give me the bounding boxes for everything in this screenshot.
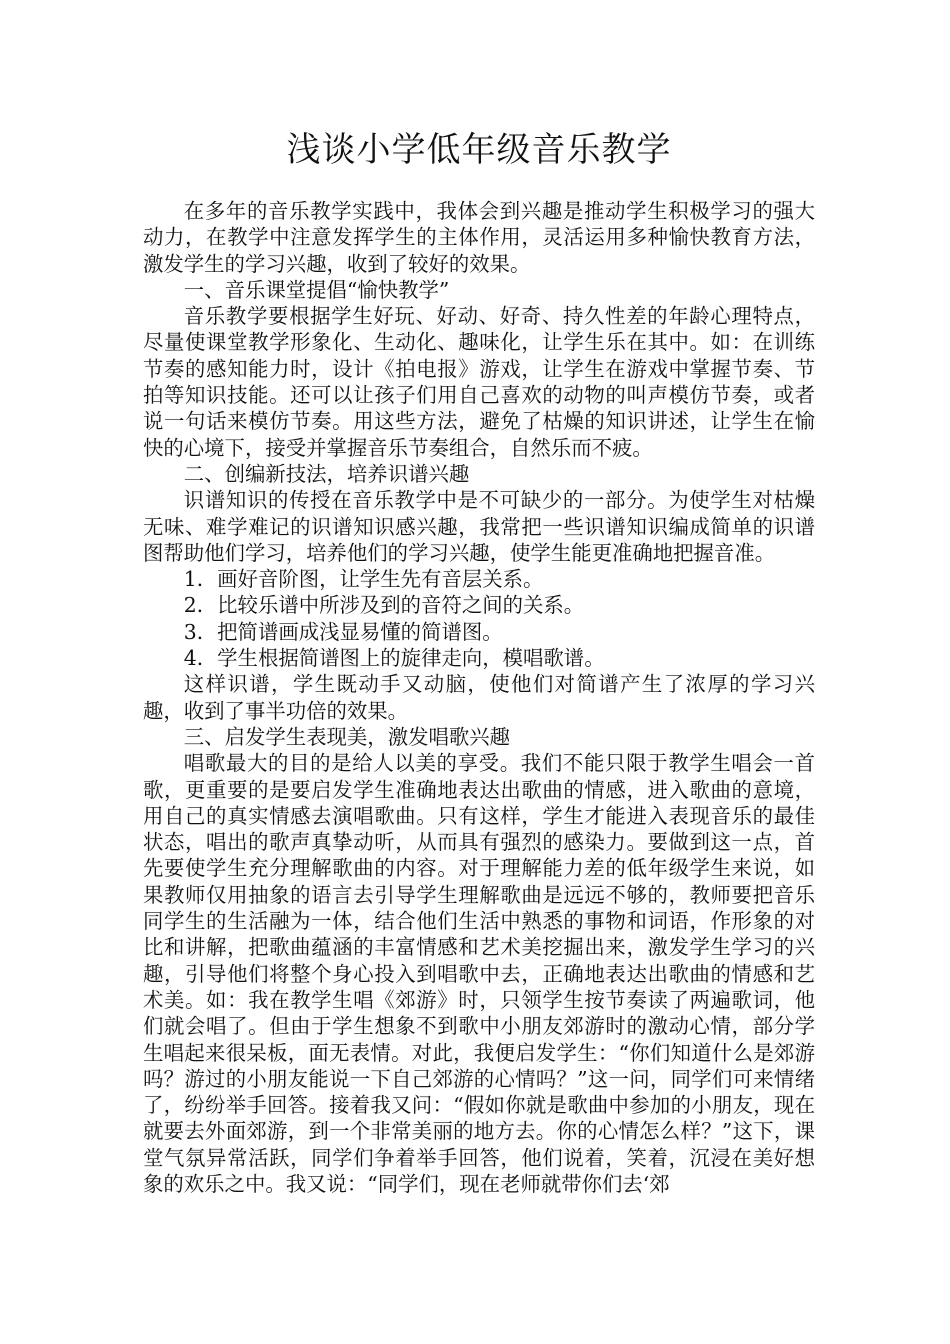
list-item-3: 3．把简谱画成浅显易懂的简谱图。 <box>183 619 503 644</box>
document-title: 浅谈小学低年级音乐教学 <box>286 130 672 170</box>
list-item-4: 4．学生根据简谱图上的旋律走向，模唱歌谱。 <box>183 646 605 671</box>
list-item-1: 1．画好音阶图，让学生先有音层关系。 <box>183 567 544 592</box>
list-item-2: 2．比较乐谱中所涉及到的音符之间的关系。 <box>183 593 585 618</box>
section-heading-3: 三、启发学生表现美，激发唱歌兴趣 <box>183 724 511 749</box>
section-3-paragraph: 唱歌最大的目的是给人以美的享受。我们不能只限于教学生唱会一首歌，更重要的是要启发学生准确地表达出歌曲的情感，进入歌曲的意境，用自己的真实情感去演唱歌曲。只有这样，学生才能进入表现音乐的最佳状态，唱出的歌声真挚动听，从而具有强烈的感染力。要做到这一点，首先要使学生充分理解歌曲的内容。对于理解能力差的低年级学生来说，如果教师仅用抽象的语言去引导学生理解歌曲是远远不够的，教师要把音乐同学生的生活融为一体，结合他们生活中熟悉的事物和词语，作形象的对比和讲解，把歌曲蕴涵的丰富情感和艺术美挖掘出来，激发学生学习的兴趣，引导他们将整个身心投入到唱歌中去，正确地表达出歌曲的情感和艺术美。如：我在教学生唱《郊游》时，只领学生按节奏读了两遍歌词，他们就会唱了。但由于学生想象不到歌中小朋友郊游时的激动心情，部分学生唱起来很呆板，面无表情。对此，我便启发学生：“你们知道什么是郊游吗？游过的小朋友能说一下自己郊游的心情吗？”这一问，同学们可来情绪了，纷纷举手回答。接着我又问：“假如你就是歌曲中参加的小朋友，现在就要去外面郊游，到一个非常美丽的地方去。你的心情怎么样？”这下，课堂气氛异常活跃，同学们争着举手回答，他们说着，笑着，沉浸在美好想象的欢乐之中。我又说：“同学们，现在老师就带你们去‘郊 <box>143 751 815 1196</box>
section-heading-2: 二、创编新技法，培养识谱兴趣 <box>183 461 470 486</box>
intro-paragraph: 在多年的音乐教学实践中，我体会到兴趣是推动学生积极学习的强大动力，在教学中注意发挥学生的主体作用，灵活运用多种愉快教育方法，激发学生的学习兴趣，收到了较好的效果。 <box>143 199 815 276</box>
section-1-paragraph: 音乐教学要根据学生好玩、好动、好奇、持久性差的年龄心理特点，尽量使课堂教学形象化、生动化、趣味化，让学生乐在其中。如：在训练节奏的感知能力时，设计《拍电报》游戏，让学生在游戏中掌握节奏、节拍等知识技能。还可以让孩子们用自己喜欢的动物的叫声模仿节奏，或者说一句话来模仿节奏。用这些方法，避免了枯燥的知识讲述，让学生在愉快的心境下，接受并掌握音乐节奏组合，自然乐而不疲。 <box>143 304 815 460</box>
document-body <box>143 198 815 1197</box>
section-heading-1: 一、音乐课堂提倡“愉快教学” <box>183 277 450 302</box>
section-2-conclusion: 这样识谱，学生既动手又动脑，使他们对简谱产生了浓厚的学习兴趣，收到了事半功倍的效果。 <box>143 672 815 723</box>
section-2-paragraph: 识谱知识的传授在音乐教学中是不可缺少的一部分。为使学生对枯燥无味、难学难记的识谱知识感兴趣，我常把一些识谱知识编成简单的识谱图帮助他们学习，培养他们的学习兴趣，使学生能更准确地把握音准。 <box>143 488 815 565</box>
